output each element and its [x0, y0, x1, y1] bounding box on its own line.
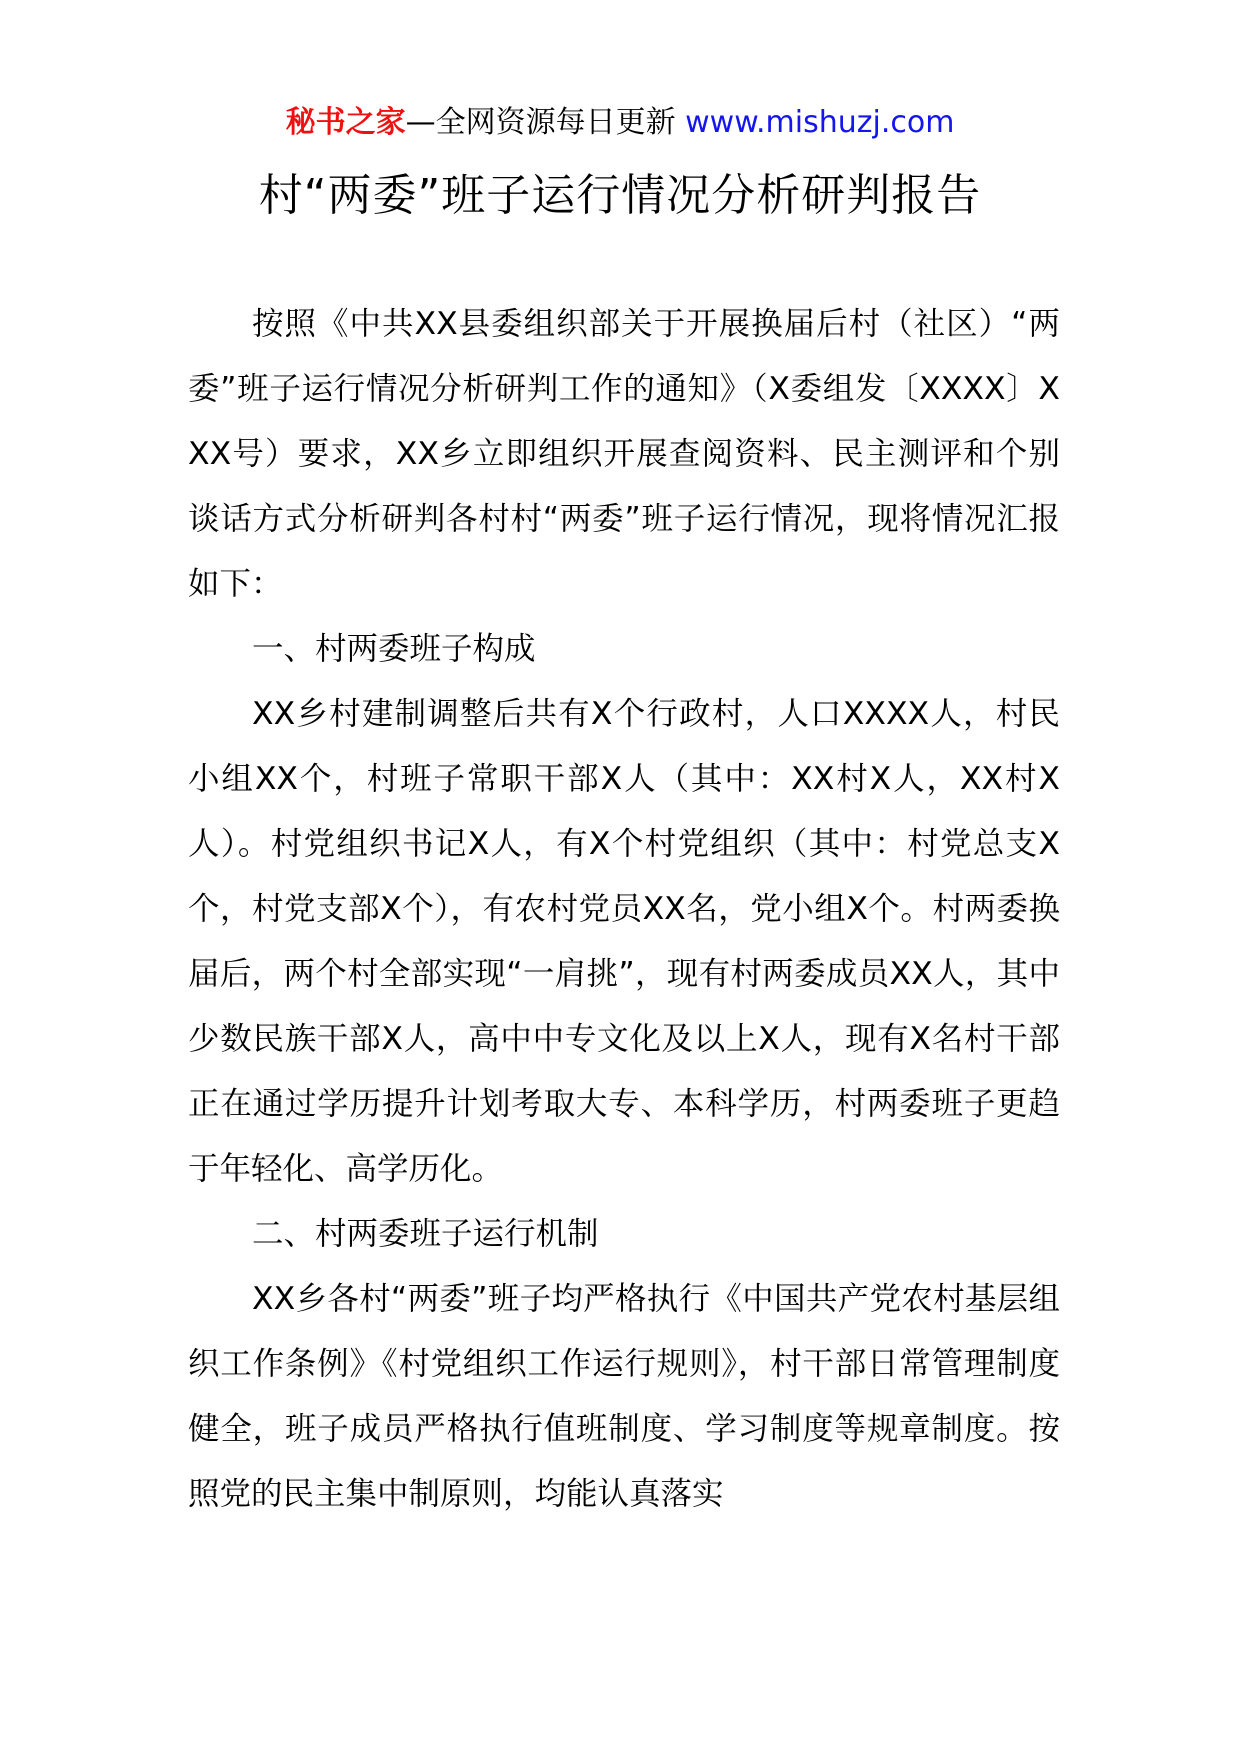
document-title: 村“两委”班子运行情况分析研判报告 [258, 170, 982, 221]
watermark-brand: 秘书之家 [285, 105, 406, 140]
section-paragraph-1: XX乡村建制调整后共有X个行政村，人口XXXX人，村民小组XX个，村班子常职干部X人（其中：XX村X人，XX村X人）。村党组织书记X人，有X个村党组织（其中：村党总支X个，村党支部X个），有农村党员XX名，党小组X个。村两委换届后，两个村全部实现“一肩挑”，现有村两委成员XX人，其中少数民族干部X人，高中中专文化及以上X人，现有X名村干部正在通过学历提升计划考取大专、本科学历，村两委班子更趋于年轻化、高学历化。 [188, 696, 1060, 1187]
section-heading-2: 二、村两委班子运行机制 [252, 1216, 599, 1252]
watermark-url[interactable]: www.mishuzj.com [685, 105, 955, 140]
document-body [188, 292, 1060, 1527]
section-paragraph-2: XX乡各村“两委”班子均严格执行《中国共产党农村基层组织工作条例》《村党组织工作运行规则》，村干部日常管理制度健全，班子成员严格执行值班制度、学习制度等规章制度。按照党的民主集中制原则，均能认真落实 [188, 1281, 1060, 1512]
watermark-slogan: —全网资源每日更新 [405, 105, 686, 140]
intro-paragraph: 按照《中共XX县委组织部关于开展换届后村（社区）“两委”班子运行情况分析研判工作的通知》（X委组发〔XXXX〕XXX号）要求，XX乡立即组织开展查阅资料、民主测评和个别谈话方式分析研判各村村“两委”班子运行情况，现将情况汇报如下： [188, 306, 1060, 602]
section-heading-1: 一、村两委班子构成 [252, 631, 536, 667]
watermark-header [0, 103, 1240, 143]
